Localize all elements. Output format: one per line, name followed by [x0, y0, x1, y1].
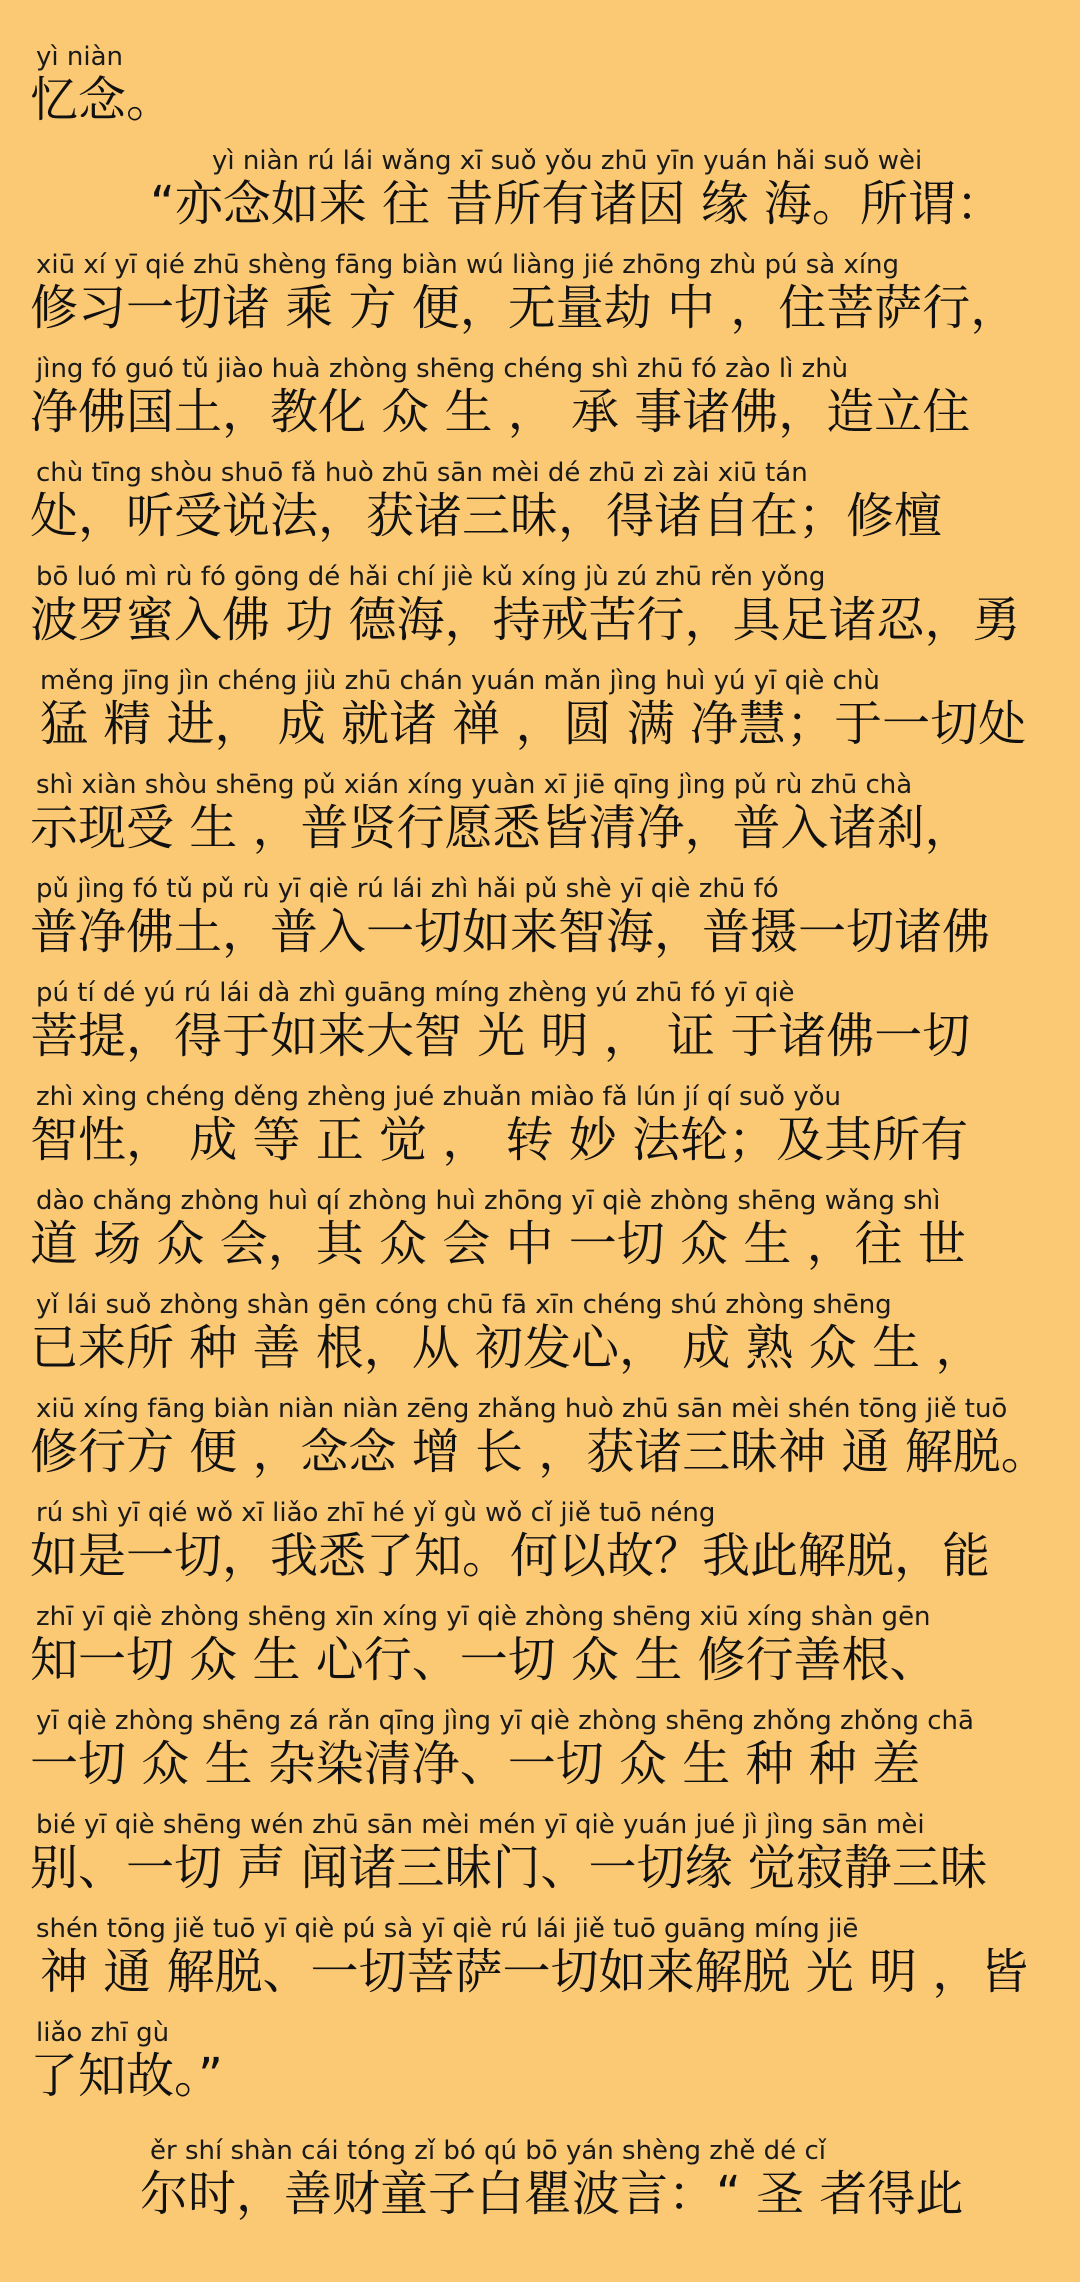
hanzi-row: 神 通 解脱、一切菩萨一切如来解脱 光 明 ，皆 — [40, 1944, 1029, 2000]
pinyin-row: bié yī qiè shēng wén zhū sān mèi mén yī qiè yuán jué jì jìng sān mèi — [36, 1810, 925, 1840]
pinyin-row: rú shì yī qié wǒ xī liǎo zhī hé yǐ gù wǒ cǐ jiě tuō néng — [36, 1498, 716, 1528]
pinyin-row: měng jīng jìn chéng jiù zhū chán yuán mǎn jìng huì yú yī qiè chù — [40, 666, 880, 696]
pinyin-row: yǐ lái suǒ zhòng shàn gēn cóng chū fā xīn chéng shú zhòng shēng — [36, 1290, 892, 1320]
hanzi-row: 了知故。” — [30, 2048, 223, 2104]
hanzi-row: 道 场 众 会，其 众 会 中 一切 众 生 ，往 世 — [30, 1216, 966, 1272]
pinyin-row: pú tí dé yú rú lái dà zhì guāng míng zhèng yú zhū fó yī qiè — [36, 978, 795, 1008]
hanzi-row: 智性， 成 等 正 觉 ， 转 妙 法轮；及其所有 — [30, 1112, 969, 1168]
pinyin-row: pǔ jìng fó tǔ pǔ rù yī qiè rú lái zhì hǎi pǔ shè yī qiè zhū fó — [36, 874, 779, 904]
pinyin-row: dào chǎng zhòng huì qí zhòng huì zhōng yī qiè zhòng shēng wǎng shì — [36, 1186, 941, 1216]
pinyin-row: ěr shí shàn cái tóng zǐ bó qú bō yán shèng zhě dé cǐ — [150, 2136, 826, 2166]
hanzi-row: 猛 精 进， 成 就诸 禅 ，圆 满 净慧；于一切处 — [40, 696, 1027, 752]
hanzi-row: 知一切 众 生 心行、一切 众 生 修行善根、 — [30, 1632, 938, 1688]
pinyin-row: liǎo zhī gù — [36, 2018, 170, 2048]
pinyin-row: shén tōng jiě tuō yī qiè pú sà yī qiè rú lái jiě tuō guāng míng jiē — [36, 1914, 859, 1944]
pinyin-row: zhī yī qiè zhòng shēng xīn xíng yī qiè zhòng shēng xiū xíng shàn gēn — [36, 1602, 931, 1632]
pinyin-row: bō luó mì rù fó gōng dé hǎi chí jiè kǔ xíng jù zú zhū rěn yǒng — [36, 562, 826, 592]
hanzi-row: 净佛国土，教化 众 生 ， 承 事诸佛，造立住 — [30, 384, 971, 440]
hanzi-row: 菩提，得于如来大智 光 明 ， 证 于诸佛一切 — [30, 1008, 971, 1064]
pinyin-row: xiū xí yī qié zhū shèng fāng biàn wú liàng jié zhōng zhù pú sà xíng — [36, 250, 900, 280]
hanzi-row: 别、一切 声 闻诸三昧门、一切缘 觉寂静三昧 — [30, 1840, 988, 1896]
pinyin-row: yì niàn rú lái wǎng xī suǒ yǒu zhū yīn yuán hǎi suǒ wèi — [212, 146, 923, 176]
pinyin-row: chù tīng shòu shuō fǎ huò zhū sān mèi dé zhū zì zài xiū tán — [36, 458, 808, 488]
hanzi-row: 忆念。 — [30, 72, 175, 128]
hanzi-row: 处，听受说法，获诸三昧，得诸自在；修檀 — [30, 488, 943, 544]
pinyin-row: zhì xìng chéng děng zhèng jué zhuǎn miào fǎ lún jí qí suǒ yǒu — [36, 1082, 841, 1112]
hanzi-row: 普净佛土，普入一切如来智海，普摄一切诸佛 — [30, 904, 991, 960]
pinyin-row: xiū xíng fāng biàn niàn niàn zēng zhǎng huò zhū sān mèi shén tōng jiě tuō — [36, 1394, 1008, 1424]
hanzi-row: “亦念如来 往 昔所有诸因 缘 海。所谓： — [150, 176, 1004, 232]
hanzi-row: 尔时，善财童子白瞿波言：“ 圣 者得此 — [140, 2166, 964, 2222]
pinyin-row: yī qiè zhòng shēng zá rǎn qīng jìng yī qiè zhòng shēng zhǒng zhǒng chā — [36, 1706, 974, 1736]
hanzi-row: 已来所 种 善 根，从 初发心， 成 熟 众 生 ， — [30, 1320, 984, 1376]
pinyin-row: shì xiàn shòu shēng pǔ xián xíng yuàn xī jiē qīng jìng pǔ rù zhū chà — [36, 770, 913, 800]
pinyin-row: jìng fó guó tǔ jiào huà zhòng shēng chéng shì zhū fó zào lì zhù — [36, 354, 849, 384]
hanzi-row: 如是一切，我悉了知。何以故？我此解脱，能 — [30, 1528, 991, 1584]
hanzi-row: 示现受 生 ，普贤行愿悉皆清净，普入诸刹， — [30, 800, 973, 856]
hanzi-row: 修习一切诸 乘 方 便，无量劫 中 ，住菩萨行， — [30, 280, 1019, 336]
hanzi-row: 波罗蜜入佛 功 德海，持戒苦行，具足诸忍，勇 — [30, 592, 1021, 648]
hanzi-row: 一切 众 生 杂染清净、一切 众 生 种 种 差 — [30, 1736, 921, 1792]
pinyin-row: yì niàn — [36, 42, 123, 72]
hanzi-row: 修行方 便 ，念念 增 长 ，获诸三昧神 通 解脱。 — [30, 1424, 1049, 1480]
